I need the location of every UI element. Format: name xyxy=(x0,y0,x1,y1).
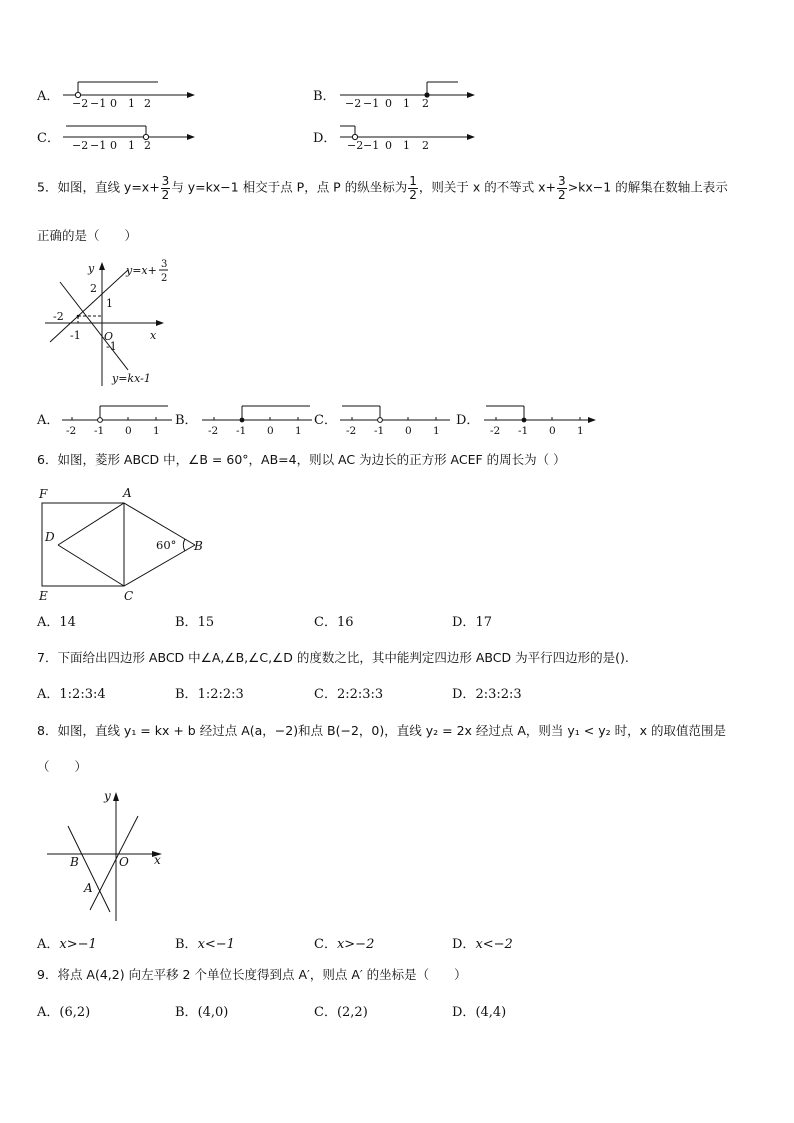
tick-label: 1 xyxy=(128,97,135,110)
q5-option-b-number-line xyxy=(200,400,315,436)
q4-option-c-number-line xyxy=(58,120,203,150)
q6-option-b: B．15 xyxy=(175,615,215,630)
q9-option-d: D．(4,4) xyxy=(452,1005,507,1020)
origin-label: O xyxy=(104,330,114,343)
q8-option-c: C．x>−2 xyxy=(314,937,375,952)
q4-option-a-letter: A． xyxy=(37,89,60,104)
tick-label: -2 xyxy=(66,425,77,437)
q9-option-b: B．(4,0) xyxy=(175,1005,229,1020)
x-axis-label: x xyxy=(154,853,161,867)
tick-label: 1 xyxy=(403,97,410,110)
line-label: y=x+ xyxy=(126,264,157,277)
tick-label: 2 xyxy=(422,97,429,110)
tick-label: -2 xyxy=(53,310,64,323)
tick-label: 2 xyxy=(144,97,151,110)
tick-label: -1 xyxy=(106,340,117,353)
q4-option-d-letter: D． xyxy=(313,131,337,146)
q5-option-b-letter: B． xyxy=(175,413,198,428)
tick-label: 0 xyxy=(110,97,117,110)
q4-option-b-letter: B． xyxy=(313,89,336,104)
q5-stem: 5．如图，直线 y=x+ $\frac{3}{2}$ 与 y=kx−1 相交于点 P，点 P 的纵坐标为 $\frac{1}{2}$ ，则关于 x 的不等式 x+ $\frac{3}{2}$ >kx−1 的解集在数轴上表示 xyxy=(37,174,728,202)
q6-option-a: A．14 xyxy=(37,615,76,630)
vertex-label-f: F xyxy=(39,487,48,501)
q5-option-d-letter: D． xyxy=(456,413,480,428)
q4-option-c-letter: C． xyxy=(37,131,60,146)
tick-label: 0 xyxy=(267,425,274,437)
tick-label: -2 xyxy=(208,425,219,437)
q7-stem: 7．下面给出四边形 ABCD 中∠A,∠B,∠C,∠D 的度数之比，其中能判定四边形 ABCD 为平行四边形的是(). xyxy=(37,650,629,665)
tick-label: −1 xyxy=(90,97,107,110)
q8-option-a: A．x>−1 xyxy=(37,937,97,952)
y-axis-label: y xyxy=(104,789,111,803)
q6-option-c: C．16 xyxy=(314,615,354,630)
q9-stem: 9．将点 A(4,2) 向左平移 2 个单位长度得到点 A′，则点 A′ 的坐标是（ ） xyxy=(37,967,467,982)
q8-option-b: B．x<−1 xyxy=(175,937,235,952)
q8-stem: 8．如图，直线 y₁ = kx + b 经过点 A(a，−2)和点 B(−2，0)，直线 y₂ = 2x 经过点 A，则当 y₁ < y₂ 时，x 的取值范围是 xyxy=(37,723,726,738)
tick-label: −2 xyxy=(72,139,89,152)
q7-option-c: C．2:2:3:3 xyxy=(314,687,384,702)
tick-label: 2 xyxy=(90,282,97,295)
tick-label: -1 xyxy=(94,425,105,437)
fraction: $\frac{3}{2}$ xyxy=(558,174,566,202)
tick-label: −1 xyxy=(363,97,380,110)
vertex-label-d: D xyxy=(45,530,55,544)
tick-label: -2 xyxy=(490,425,501,437)
x-axis-label: x xyxy=(150,329,157,342)
tick-label: 2 xyxy=(144,139,151,152)
tick-label: −2 xyxy=(347,139,364,152)
origin-label: O xyxy=(119,855,129,869)
tick-label: 1 xyxy=(295,425,302,437)
tick-label: 0 xyxy=(110,139,117,152)
q4-option-b-number-line xyxy=(335,78,480,108)
tick-label: 1 xyxy=(128,139,135,152)
point-label-b: B xyxy=(70,855,79,869)
tick-label: 0 xyxy=(125,425,132,437)
q7-option-a: A．1:2:3:4 xyxy=(37,687,106,702)
angle-label: 60° xyxy=(156,538,177,552)
q5-option-d-number-line xyxy=(482,400,602,436)
q8-stem-line2: （ ） xyxy=(37,759,88,774)
tick-label: -2 xyxy=(346,425,357,437)
tick-label: 2 xyxy=(422,139,429,152)
tick-label: −2 xyxy=(345,97,362,110)
vertex-label-a: A xyxy=(123,486,132,500)
fraction: $\frac{3}{2}$ xyxy=(161,174,170,202)
fraction-den: 2 xyxy=(161,273,168,284)
fraction-num: 3 xyxy=(161,259,168,270)
tick-label: 1 xyxy=(106,297,113,310)
q9-option-c: C．(2,2) xyxy=(314,1005,368,1020)
q5-option-c-letter: C． xyxy=(314,413,337,428)
q8-option-d: D．x<−2 xyxy=(452,937,513,952)
tick-label: 0 xyxy=(549,425,556,437)
tick-label: 0 xyxy=(385,97,392,110)
vertex-label-e: E xyxy=(39,589,48,603)
q6-figure xyxy=(35,484,215,606)
tick-label: −2 xyxy=(72,97,89,110)
tick-label: -1 xyxy=(518,425,529,437)
tick-label: −1 xyxy=(90,139,107,152)
q5-option-a-number-line xyxy=(60,400,175,436)
q5-option-c-number-line xyxy=(338,400,453,436)
q5-graph xyxy=(40,258,180,388)
tick-label: 1 xyxy=(577,425,584,437)
q4-option-d-number-line xyxy=(335,120,480,150)
q6-option-d: D．17 xyxy=(452,615,492,630)
tick-label: −1 xyxy=(363,139,380,152)
tick-label: 0 xyxy=(385,139,392,152)
tick-label: -1 xyxy=(374,425,385,437)
q9-option-a: A．(6,2) xyxy=(37,1005,91,1020)
q5-option-a-letter: A． xyxy=(37,413,60,428)
point-label-a: A xyxy=(84,881,93,895)
vertex-label-b: B xyxy=(194,539,203,553)
tick-label: -1 xyxy=(236,425,247,437)
tick-label: -1 xyxy=(70,329,81,342)
q6-stem: 6．如图，菱形 ABCD 中，∠B = 60°，AB=4，则以 AC 为边长的正方形 ACEF 的周长为（ ） xyxy=(37,452,566,467)
tick-label: 1 xyxy=(153,425,160,437)
q5-stem-line2: 正确的是（ ） xyxy=(37,228,138,243)
line-label: y=kx-1 xyxy=(112,372,151,385)
tick-label: 0 xyxy=(405,425,412,437)
fraction: $\frac{1}{2}$ xyxy=(409,174,417,202)
q7-option-b: B．1:2:2:3 xyxy=(175,687,244,702)
vertex-label-c: C xyxy=(124,589,134,603)
q4-option-a-number-line xyxy=(58,78,203,108)
y-axis-label: y xyxy=(88,262,95,275)
tick-label: 1 xyxy=(433,425,440,437)
q7-option-d: D．2:3:2:3 xyxy=(452,687,522,702)
q8-figure xyxy=(44,786,174,926)
tick-label: 1 xyxy=(403,139,410,152)
